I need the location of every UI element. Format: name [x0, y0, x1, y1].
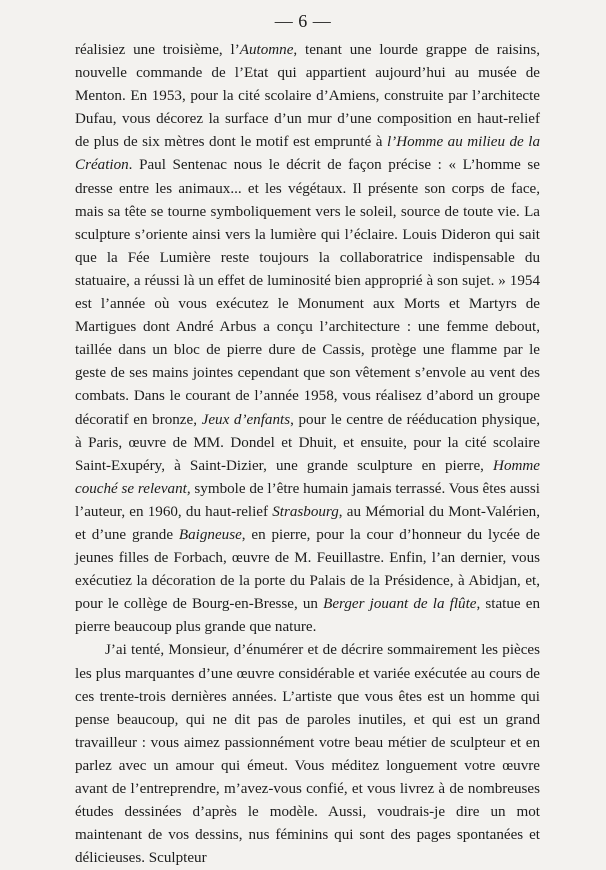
text-run: , au Mémorial du Mont-Valérien, et d’une grande: [75, 503, 540, 543]
italic-title-text: Automne: [239, 42, 294, 58]
text-run: , pour le centre de rééducation physique, à Paris, œuvre de MM. Dondel et Dhuit, et ensuite, pour la cité scolaire Saint-Exupéry, à Saint-Dizier, une grande sculpture en pierre,: [75, 411, 540, 474]
italic-title-text: l’Homme au milieu de la Création: [75, 134, 540, 174]
text-run: , symbole de l’être humain jamais terrassé. Vous êtes aussi l’auteur, en 1960, du haut-relief: [75, 480, 540, 520]
italic-title-text: Jeux d’enfants: [201, 411, 291, 428]
italic-title-text: Strasbourg: [272, 503, 339, 520]
italic-title-text: Baigneuse: [178, 526, 242, 543]
text-run: J’ai tenté, Monsieur, d’énumérer et de décrire sommairement les pièces les plus marquantes d’une œuvre considérable et variée exécutée au cours de ces trente-trois dernières années. L’artiste que vous êtes est un homme qui pense beaucoup, qui ne dit pas de paroles inutiles, et qui est un grand travailleur : vous aimez passionnément votre beau métier de sculpteur et en parlez avec un amour qui émeut. Vous méditez longuement votre œuvre avant de l’entreprendre, m’avez-vous confié, et vous livrez à de nombreuses études dessinées d’après le modèle. Aussi, voudrais-je dire un mot maintenant de vos dessins, nus féminins qui sont des pages spontanées et délicieuses. Sculpteur: [75, 642, 540, 867]
body-text: [75, 39, 540, 870]
paragraph-2: [75, 639, 540, 870]
page-number: — 6 —: [274, 11, 332, 31]
italic-title-text: Berger jouant de la flûte: [323, 596, 477, 613]
text-run: , tenant une lourde grappe de raisins, nouvelle commande de l’Etat qui appartient aujourd’hui au musée de Menton. En 1953, pour la cité scolaire d’Amiens, construite par l’architecte Dufau, vous décorez la surface d’un mur d’une composition en haut-relief de plus de six mètres dont le motif est emprunté à: [75, 42, 540, 151]
italic-title-text: Homme couché se relevant: [75, 457, 540, 497]
text-run: . Paul Sentenac nous le décrit de façon précise : « L’homme se dresse entre les animaux... et les végétaux. Il présente son corps de face, mais sa tête se tourne symboliquement vers le soleil, source de toute vie. La sculpture s’oriente ainsi vers la lumière qui l’éclaire. Louis Dideron qui sait que la Fée Lumière reste toujours la collaboratrice indispensable du statuaire, a réussi là un effet de luminosité bien approprié à son sujet. » 1954 est l’année où vous exécutez le Monument aux Morts et Martyrs de Martigues dont André Arbus a conçu l’architecture : une femme debout, taillée dans un bloc de pierre dure de Cassis, protège une flamme par le geste de ses mains jointes cependant que son vêtement s’envole au vent des combats. Dans le courant de l’année 1958, vous réalisez d’abord un groupe décoratif en bronze,: [75, 157, 540, 428]
text-run: , en pierre, pour la cour d’honneur du lycée de jeunes filles de Forbach, œuvre de M. Feuillastre. Enfin, l’an dernier, vous exécutiez la décoration de la porte du Palais de la Présidence, à Abidjan, et, pour le collège de Bourg-en-Bresse, un: [75, 526, 540, 613]
text-run: , statue en pierre beaucoup plus grande que nature.: [75, 596, 540, 636]
text-run: réalisiez une troisième, l’: [75, 42, 240, 58]
paragraph-1: [75, 39, 540, 639]
